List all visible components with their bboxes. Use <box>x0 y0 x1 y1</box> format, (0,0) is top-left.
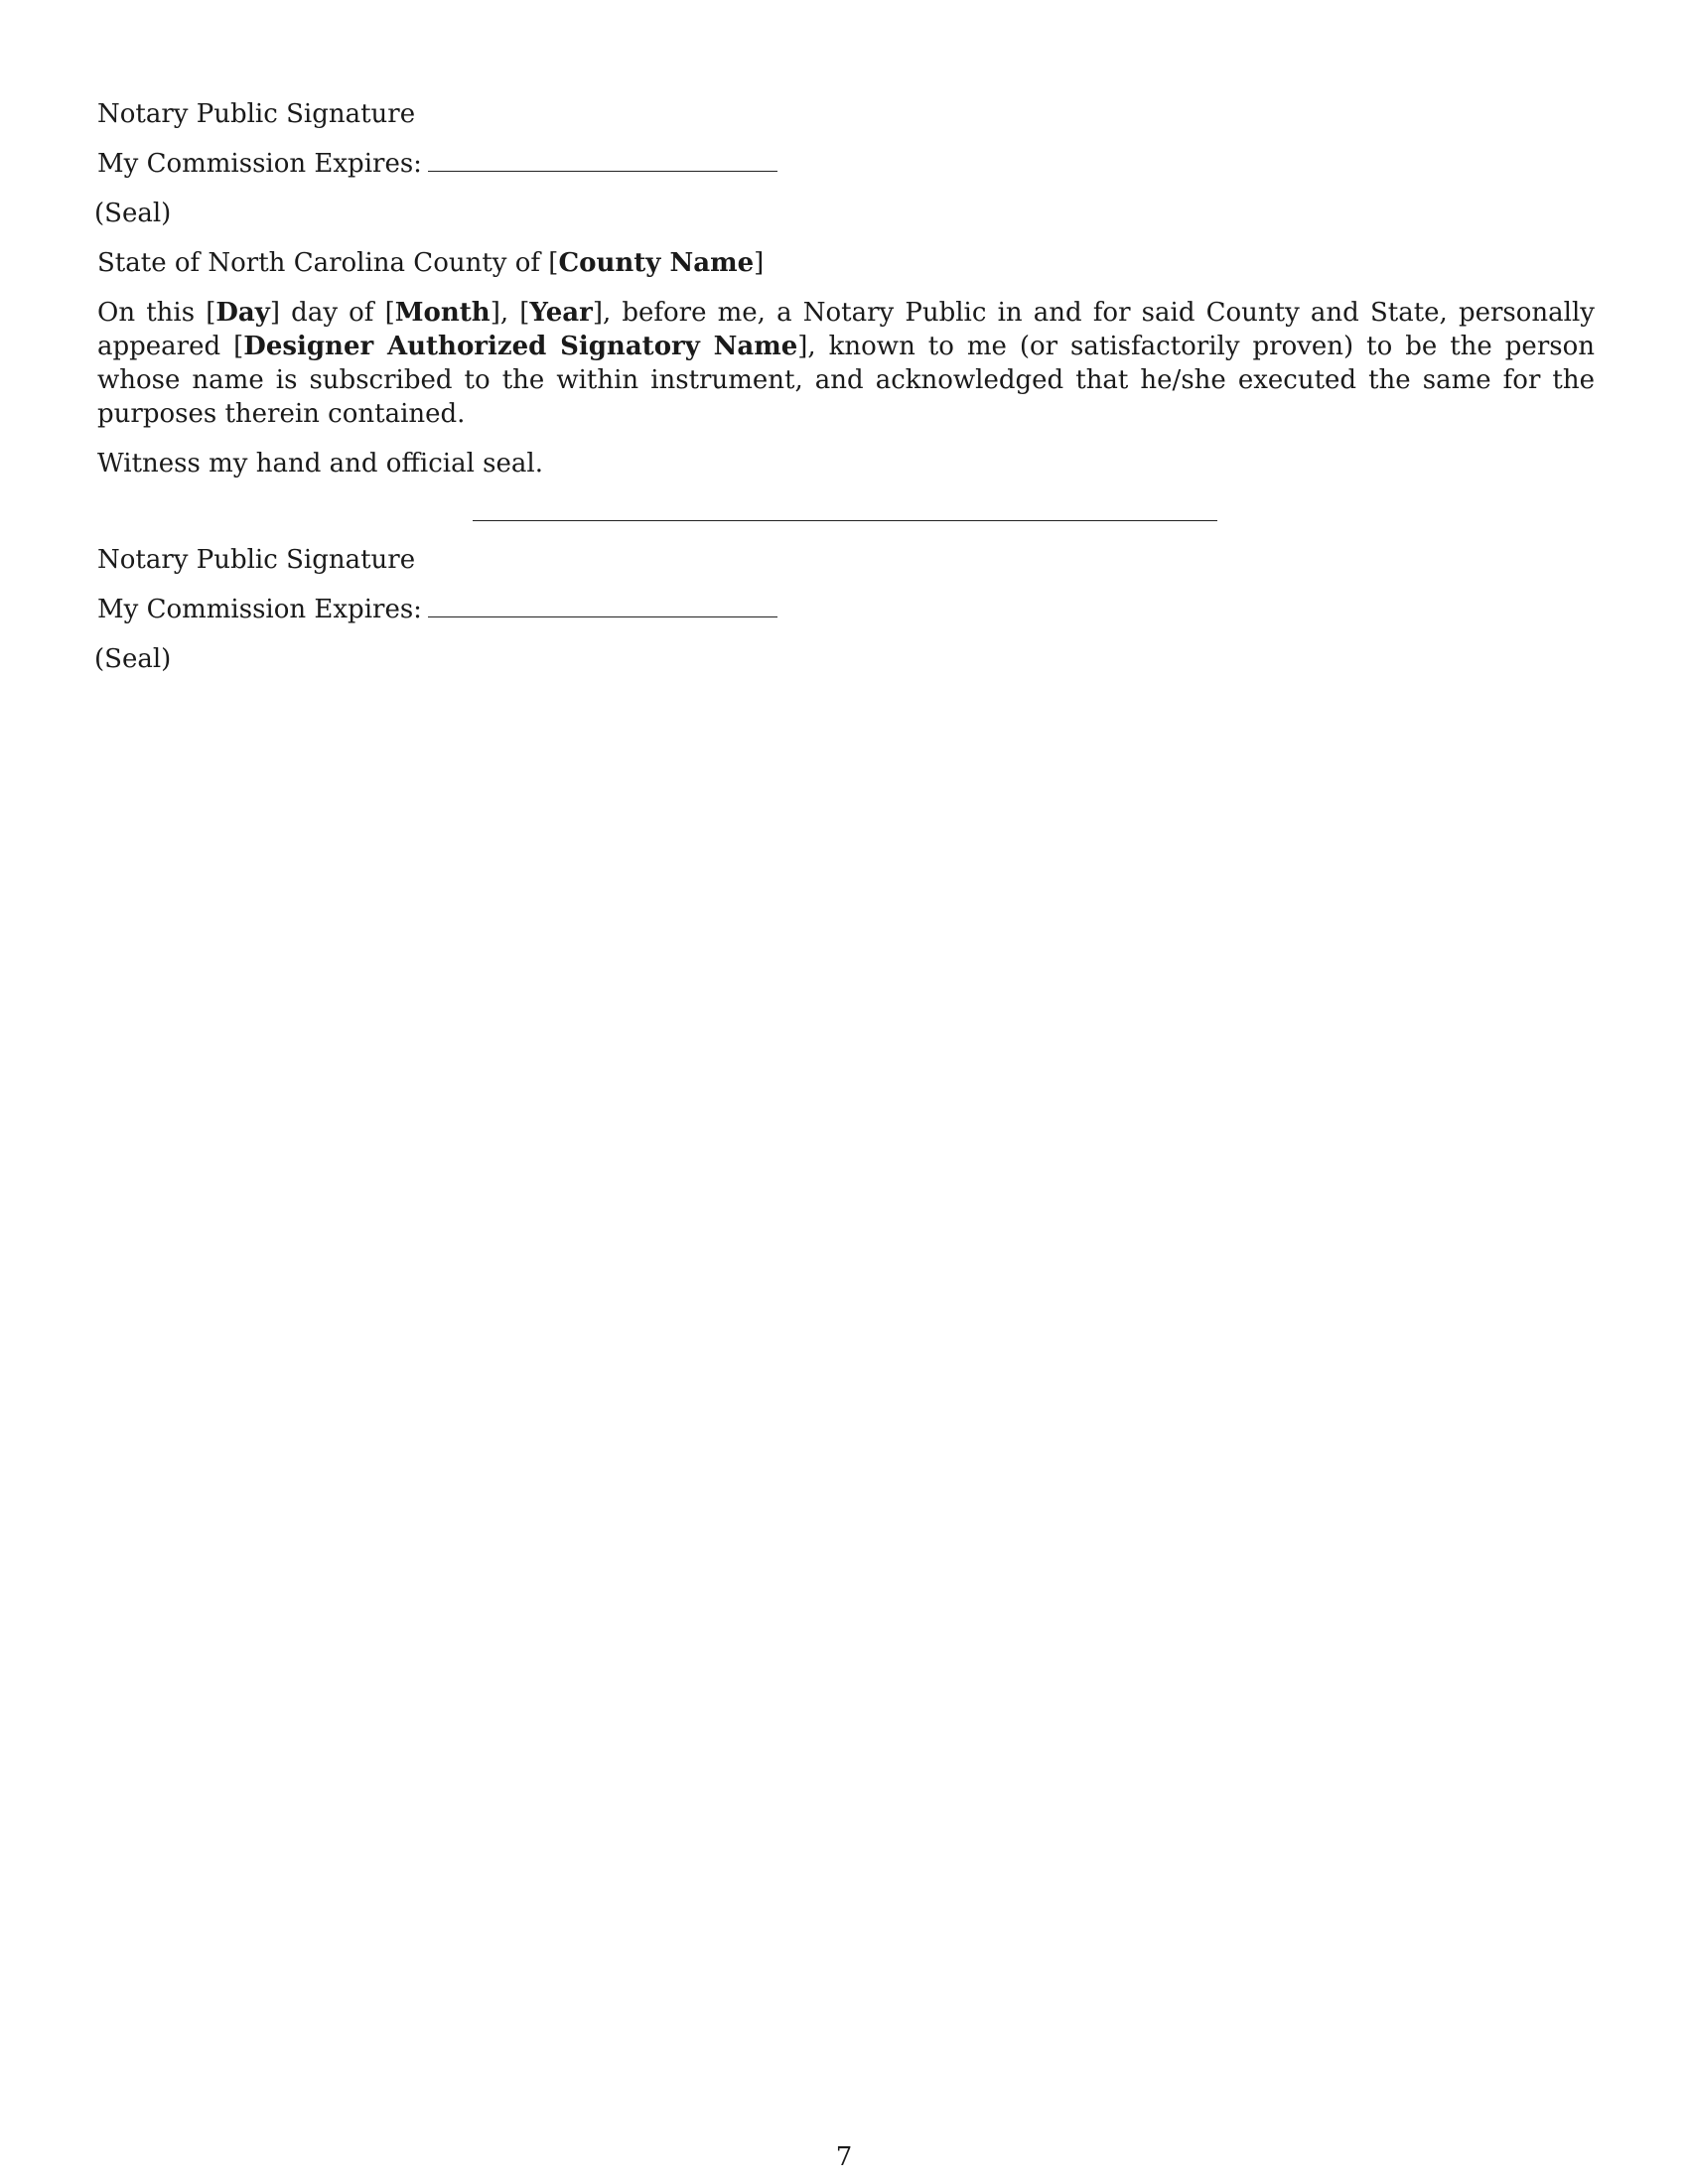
para-on-this: On this <box>97 298 207 328</box>
page-number: 7 <box>835 2142 853 2172</box>
commission-expires-blank-2[interactable] <box>428 595 777 617</box>
commission-expires-label-2: My Commission Expires: <box>97 595 422 624</box>
para-mid: , before me, a Notary Public in and for said County and State, personally appeared <box>97 298 1595 361</box>
commission-expires-label-1: My Commission Expires: <box>97 149 422 179</box>
commission-expires-row-2 <box>97 593 1595 626</box>
county-name-placeholder: County Name <box>558 248 755 278</box>
notary-signature-line[interactable] <box>473 520 1217 521</box>
notary-signature-label-1: Notary Public Signature <box>97 99 416 129</box>
para-day-of: day of <box>280 298 385 328</box>
para-comma: , <box>499 298 520 328</box>
page-content <box>94 97 1595 676</box>
acknowledgment-paragraph: On this [Day] day of [Month], [Year], before me, a Notary Public in and for said County and State, personally appeared [Designer Authorized Signatory Name], known to me (or satisfactorily proven) to be the person whose name is subscribed to the within instrument, and acknowledged that he/she executed the same for the purposes therein contained. <box>97 298 1595 429</box>
notary-signature-label-2: Notary Public Signature <box>97 545 416 575</box>
state-county-line: State of North Carolina County of [County Name] <box>97 248 765 278</box>
signatory-name-placeholder: Designer Authorized Signatory Name <box>243 332 798 361</box>
para-end: , known to me (or satisfactorily proven) to be the person whose name is subscribed to the within instrument, and acknowledged that he/she executed the same for the purposes therein contained. <box>97 332 1595 429</box>
commission-expires-row-1 <box>97 147 1595 181</box>
seal-label-1: (Seal) <box>94 199 172 228</box>
day-placeholder: Day <box>215 298 270 328</box>
seal-label-2: (Seal) <box>94 644 172 674</box>
witness-statement: Witness my hand and official seal. <box>97 449 543 478</box>
state-county-prefix: State of North Carolina County of <box>97 248 549 278</box>
commission-expires-blank-1[interactable] <box>428 149 777 172</box>
year-placeholder: Year <box>529 298 593 328</box>
month-placeholder: Month <box>394 298 491 328</box>
